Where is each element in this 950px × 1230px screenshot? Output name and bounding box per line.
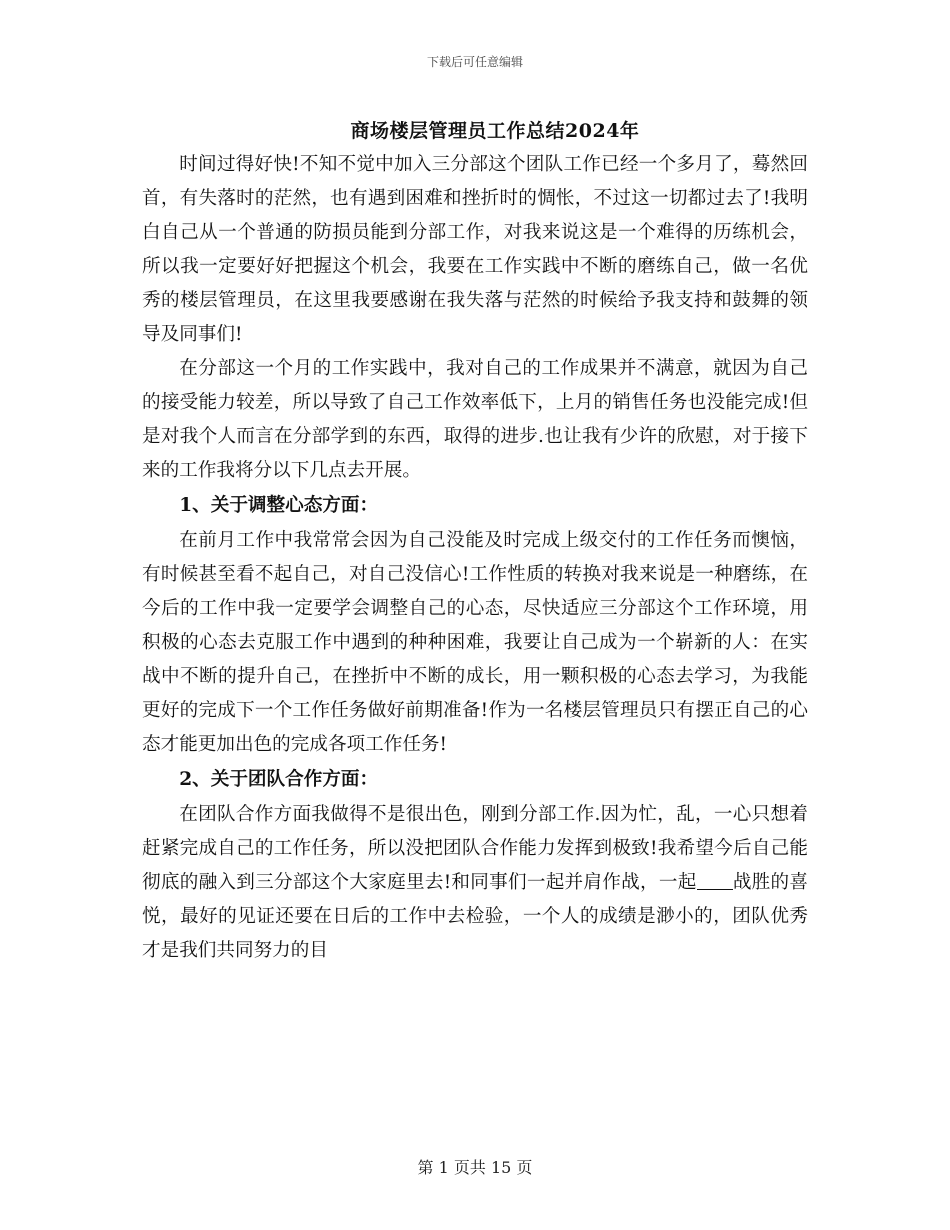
paragraph — [142, 798, 808, 968]
section-heading: 1、关于调整心态方面： — [179, 495, 379, 516]
document-title: 商场楼层管理员工作总结2024年 — [350, 120, 640, 142]
paragraph-text: 战胜的喜悦，最好的见证还要在日后的工作中去检验，一个人的成绩是渺小的，团队优秀才是我们共同努力的目 — [142, 872, 808, 961]
paragraph: 时间过得好快!不知不觉中加入三分部这个团队工作已经一个多月了，蓦然回首，有失落时的茫然，也有遇到困难和挫折时的惆怅，不过这一切都过去了!我明白自己从一个普通的防损员能到分部工作，对我来说这是一个难得的历练机会，所以我一定要好好把握这个机会，我要在工作实践中不断的磨练自己，做一名优秀的楼层管理员，在这里我要感谢在我失落与茫然的时候给予我支持和鼓舞的领导及同事们! — [142, 154, 808, 345]
paragraph-text: 在团队合作方面我做得不是很出色，刚到分部工作.因为忙，乱，一心只想着赶紧完成自己的工作任务，所以没把团队合作能力发挥到极致!我希望今后自己能彻底的融入到三分部这个大家庭里去!和同事们一起并肩作战，一起 — [142, 804, 808, 893]
header-note: 下载后可任意编辑 — [426, 55, 523, 69]
document-body — [142, 148, 808, 968]
section-heading: 2、关于团队合作方面： — [179, 769, 379, 790]
fill-in-blank — [697, 870, 733, 890]
page-number: 第 1 页共 15 页 — [417, 1158, 533, 1177]
paragraph: 在分部这一个月的工作实践中，我对自己的工作成果并不满意，就因为自己的接受能力较差，所以导致了自己工作效率低下，上月的销售任务也没能完成!但是对我个人而言在分部学到的东西，取得的进步.也让我有少许的欣慰，对于接下来的工作我将分以下几点去开展。 — [142, 358, 808, 481]
paragraph: 在前月工作中我常常会因为自己没能及时完成上级交付的工作任务而懊恼，有时候甚至看不起自己，对自己没信心!工作性质的转换对我来说是一种磨练，在今后的工作中我一定要学会调整自己的心态，尽快适应三分部这个工作环境，用积极的心态去克服工作中遇到的种种困难，我要让自己成为一个崭新的人：在实战中不断的提升自己，在挫折中不断的成长，用一颗积极的心态去学习，为我能更好的完成下一个工作任务做好前期准备!作为一名楼层管理员只有摆正自己的心态才能更加出色的完成各项工作任务! — [142, 530, 808, 755]
